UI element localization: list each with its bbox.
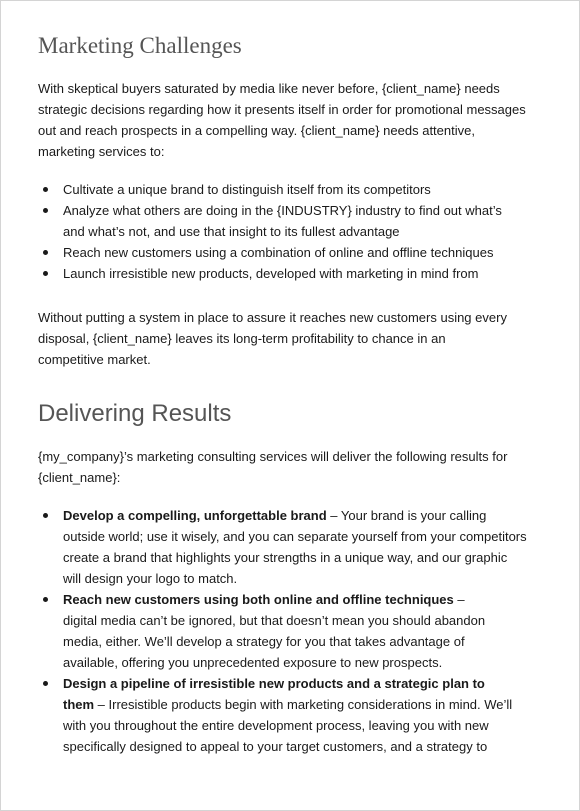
list-item-text: outside world; use it wisely, and you can separate yourself from your competitors — [63, 529, 527, 544]
list-item-text: media, either. We’ll develop a strategy for you that takes advantage of — [63, 634, 465, 649]
list-item — [38, 263, 548, 284]
list-item-text: digital media can’t be ignored, but that doesn’t mean you should abandon — [63, 613, 486, 628]
results-intro-line: {my_company}’s marketing consulting services will deliver the following results for — [38, 449, 508, 464]
intro-line: strategic decisions regarding how it presents itself in order for promotional messages — [38, 102, 526, 117]
list-item-text: Launch irresistible new products, developed with marketing in mind from — [63, 266, 479, 281]
intro-line: out and reach prospects in a compelling way. {client_name} needs attentive, — [38, 123, 475, 138]
list-item — [38, 505, 548, 589]
list-item-text: available, offering you unprecedented exposure to new prospects. — [63, 655, 443, 670]
document-content — [38, 31, 548, 757]
closing-line: competitive market. — [38, 352, 151, 367]
list-item-text: Cultivate a unique brand to distinguish itself from its competitors — [63, 182, 431, 197]
list-item — [38, 200, 548, 242]
closing-line: Without putting a system in place to assure it reaches new customers using every — [38, 310, 507, 325]
list-item-text: – Irresistible products begin with marketing considerations in mind. We’ll — [94, 697, 513, 712]
list-item — [38, 589, 548, 673]
closing-paragraph — [38, 307, 548, 370]
section-title-marketing-challenges: Marketing Challenges — [38, 33, 242, 58]
list-item — [38, 673, 548, 757]
list-item-text: and what’s not, and use that insight to its fullest advantage — [63, 224, 400, 239]
list-item-text: will design your logo to match. — [63, 571, 238, 586]
results-list — [38, 505, 548, 757]
list-item-text: Analyze what others are doing in the {INDUSTRY} industry to find out what’s — [63, 203, 502, 218]
intro-paragraph — [38, 78, 548, 162]
list-item-text: Reach new customers using a combination of online and offline techniques — [63, 245, 494, 260]
list-item-second-line — [63, 694, 548, 715]
list-item-heading-cont: them — [63, 697, 95, 712]
list-item-heading: Develop a compelling, unforgettable brand — [63, 508, 327, 523]
list-item-text: create a brand that highlights your strengths in a unique way, and our graphic — [63, 550, 508, 565]
list-item-heading: Design a pipeline of irresistible new products and a strategic plan to — [63, 676, 485, 691]
list-item-heading: Reach new customers using both online and offline techniques — [63, 592, 454, 607]
section-title-delivering-results: Delivering Results — [38, 400, 232, 427]
intro-line: With skeptical buyers saturated by media like never before, {client_name} needs — [38, 81, 500, 96]
list-item-first-line — [63, 505, 548, 526]
closing-line: disposal, {client_name} leaves its long-term profitability to chance in an — [38, 331, 446, 346]
list-item-text: specifically designed to appeal to your target customers, and a strategy to — [63, 739, 488, 754]
results-intro-line: {client_name}: — [38, 470, 121, 485]
challenges-list — [38, 179, 548, 284]
list-item — [38, 179, 548, 200]
intro-line: marketing services to: — [38, 144, 165, 159]
list-item — [38, 242, 548, 263]
list-item-text: – Your brand is your calling — [326, 508, 487, 523]
list-item-first-line — [63, 589, 548, 610]
list-item-text: – — [453, 592, 465, 607]
list-item-text: with you throughout the entire development process, leaving you with new — [63, 718, 489, 733]
results-intro-paragraph — [38, 446, 548, 488]
